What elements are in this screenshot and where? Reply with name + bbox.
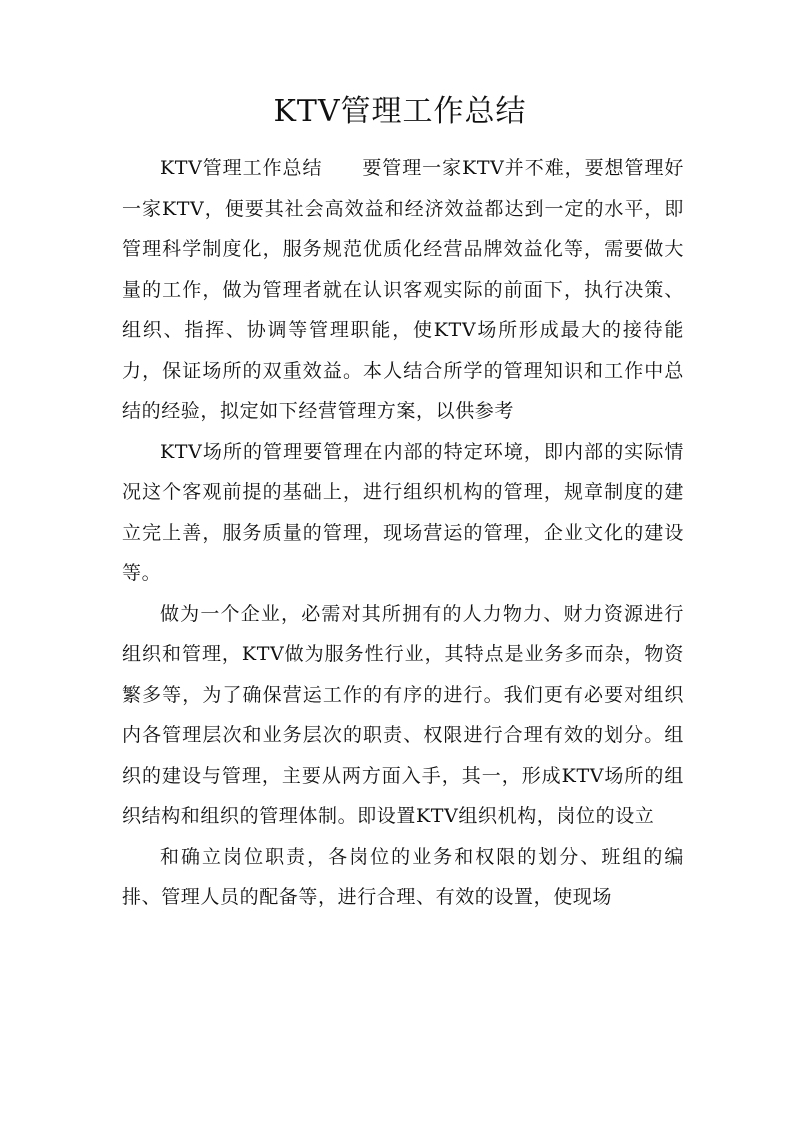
paragraph-3: 做为一个企业，必需对其所拥有的人力物力、财力资源进行组织和管理，KTV做为服务性行业，其特点是业务多而杂，物资繁多等，为了确保营运工作的有序的进行。我们更有必要对组织内各管理层次和业务层次的职责、权限进行合理有效的划分。组织的建设与管理，主要从两方面入手，其一，形成KTV场所的组织结构和组织的管理体制。即设置KTV组织机构，岗位的设立: [122, 602, 684, 827]
paragraph-1: KTV管理工作总结 要管理一家KTV并不难，要想管理好一家KTV，便要其社会高效益和经济效益都达到一定的水平，即管理科学制度化，服务规范优质化经营品牌效益化等，需要做大量的工作，做为管理者就在认识客观实际的前面下，执行决策、组织、指挥、协调等管理职能，使KTV场所形成最大的接待能力，保证场所的双重效益。本人结合所学的管理知识和工作中总结的经验，拟定如下经营管理方案，以供参考: [122, 157, 684, 422]
document-title: KTV管理工作总结: [273, 94, 527, 129]
document-body: [122, 148, 684, 918]
paragraph-4: 和确立岗位职责，各岗位的业务和权限的划分、班组的编排、管理人员的配备等，进行合理、有效的设置，使现场: [122, 845, 684, 908]
paragraph-2: KTV场所的管理要管理在内部的特定环境，即内部的实际情况这个客观前提的基础上，进行组织机构的管理，规章制度的建立完上善，服务质量的管理，现场营运的管理，企业文化的建设等。: [122, 440, 684, 584]
